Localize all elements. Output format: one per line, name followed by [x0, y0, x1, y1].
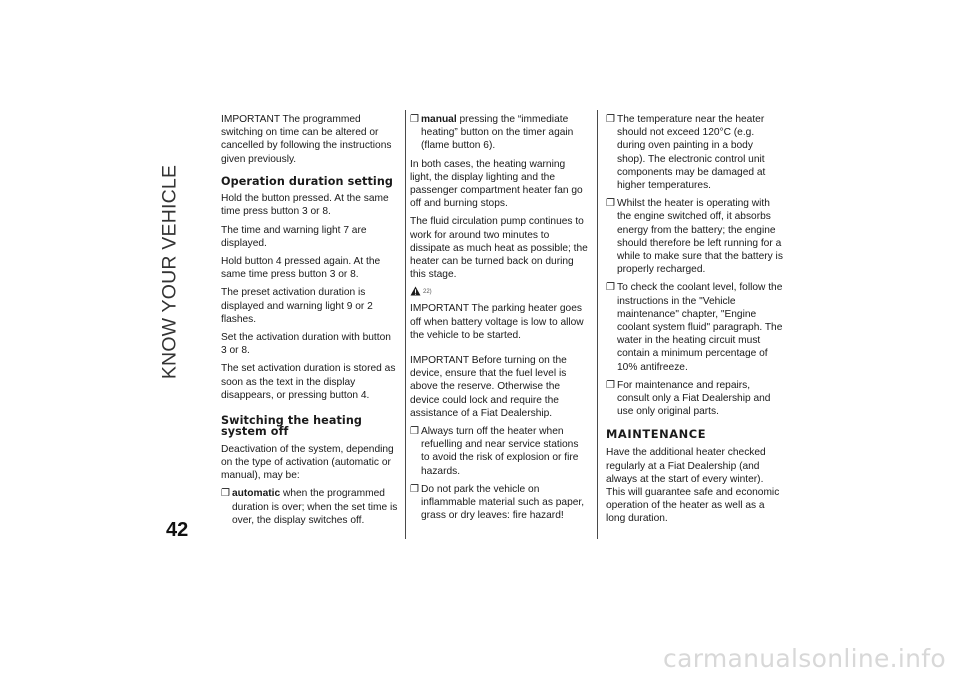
column-right	[606, 113, 784, 531]
list-item	[410, 113, 588, 153]
list-item	[221, 487, 399, 527]
paragraph: IMPORTANT Before turning on the device, ensure that the fuel level is above the reserve. Otherwise the device could lock and require the assistance of a Fiat Dealership.	[410, 355, 567, 419]
checkbox-bullet-icon: ❐	[606, 379, 615, 391]
checkbox-bullet-icon: ❐	[606, 282, 615, 294]
list-item	[606, 281, 784, 373]
checkbox-bullet-icon: ❐	[606, 114, 615, 125]
warning-triangle-icon	[410, 286, 421, 296]
checkbox-bullet-icon: ❐	[606, 198, 615, 210]
list-item-text: The temperature near the heater should not exceed 120°C (e.g. during oven painting in a body shop). The electronic control unit components may be damaged at higher temperatures.	[617, 114, 766, 192]
list-item-text: Whilst the heater is operating with the engine switched off, it absorbs energy from the battery; the engine should therefore be left running for a while to make sure that the battery is properly recharged.	[617, 198, 783, 276]
list-item	[606, 197, 784, 276]
section-heading: Operation duration setting	[221, 174, 394, 188]
paragraph: Hold button 4 pressed again. At the same time press button 3 or 8.	[221, 256, 381, 281]
paragraph: The set activation duration is stored as soon as the text in the display disappears, or pressing button 4.	[221, 363, 396, 401]
section-heading: MAINTENANCE	[606, 427, 707, 442]
watermark: carmanualsonline.info	[663, 644, 946, 673]
checkbox-bullet-icon: ❐	[410, 114, 419, 125]
paragraph: The preset activation duration is displayed and warning light 9 or 2 flashes.	[221, 287, 373, 325]
checkbox-bullet-icon: ❐	[410, 426, 419, 438]
list-item-text: when the programmed duration is over; when the set time is over, the display switches off.	[232, 488, 398, 526]
paragraph: The time and warning light 7 are displayed.	[221, 224, 367, 249]
list-item	[606, 379, 784, 419]
list-item-keyword: automatic	[232, 488, 281, 500]
list-item-text: Always turn off the heater when refuelling and near service stations to avoid the risk of explosion or fire hazards.	[421, 426, 579, 477]
warning-reference-number: 22)	[423, 289, 432, 296]
list-item-text: For maintenance and repairs, consult only a Fiat Dealership and use only original parts.	[617, 379, 771, 418]
column-left	[221, 113, 399, 532]
list-item-keyword: manual	[421, 114, 457, 125]
checkbox-bullet-icon: ❐	[221, 488, 230, 500]
paragraph: IMPORTANT The programmed switching on time can be altered or cancelled by following the instructions given previously.	[221, 114, 392, 165]
list-item-text: To check the coolant level, follow the instructions in the "Vehicle maintenance" chapter, "Engine coolant system fluid" paragraph. The water in the heating circuit must contain a minimum percentage of 10% antifreeze.	[617, 282, 783, 373]
paragraph: Hold the button pressed. At the same time press button 3 or 8.	[221, 193, 389, 218]
section-side-tab: KNOW YOUR VEHICLE	[158, 164, 181, 380]
page-number: 42	[166, 519, 189, 541]
list-item	[606, 113, 784, 192]
list-item-text: pressing the “immediate heating” button on the timer again (flame button 6).	[421, 114, 574, 152]
paragraph: In both cases, the heating warning light, the display lighting and the passenger compartment heater fan go off and burning stops.	[410, 158, 583, 210]
list-item	[410, 483, 588, 523]
paragraph: Deactivation of the system, depending on the type of activation (automatic or manual), may be:	[221, 443, 394, 482]
list-item	[410, 425, 588, 478]
column-divider	[597, 110, 598, 539]
paragraph: IMPORTANT The parking heater goes off when battery voltage is low to allow the vehicle to be started.	[410, 303, 584, 341]
column-middle	[410, 113, 588, 527]
checkbox-bullet-icon: ❐	[410, 483, 419, 495]
paragraph: The fluid circulation pump continues to work for around two minutes to dissipate as much heat as possible; the heater can be turned back on during this stage.	[410, 216, 588, 281]
warning-reference	[410, 286, 588, 296]
column-divider	[405, 110, 406, 539]
list-item-text: Do not park the vehicle on inflammable material such as paper, grass or dry leaves: fire hazard!	[421, 483, 585, 522]
paragraph: Have the additional heater checked regularly at a Fiat Dealership (and always at the start of every winter). This will guarantee safe and economic operation of the heater as well as a long duration.	[606, 447, 780, 525]
paragraph: Set the activation duration with button 3 or 8.	[221, 332, 391, 357]
section-heading: Switching the heating system off	[221, 414, 363, 439]
